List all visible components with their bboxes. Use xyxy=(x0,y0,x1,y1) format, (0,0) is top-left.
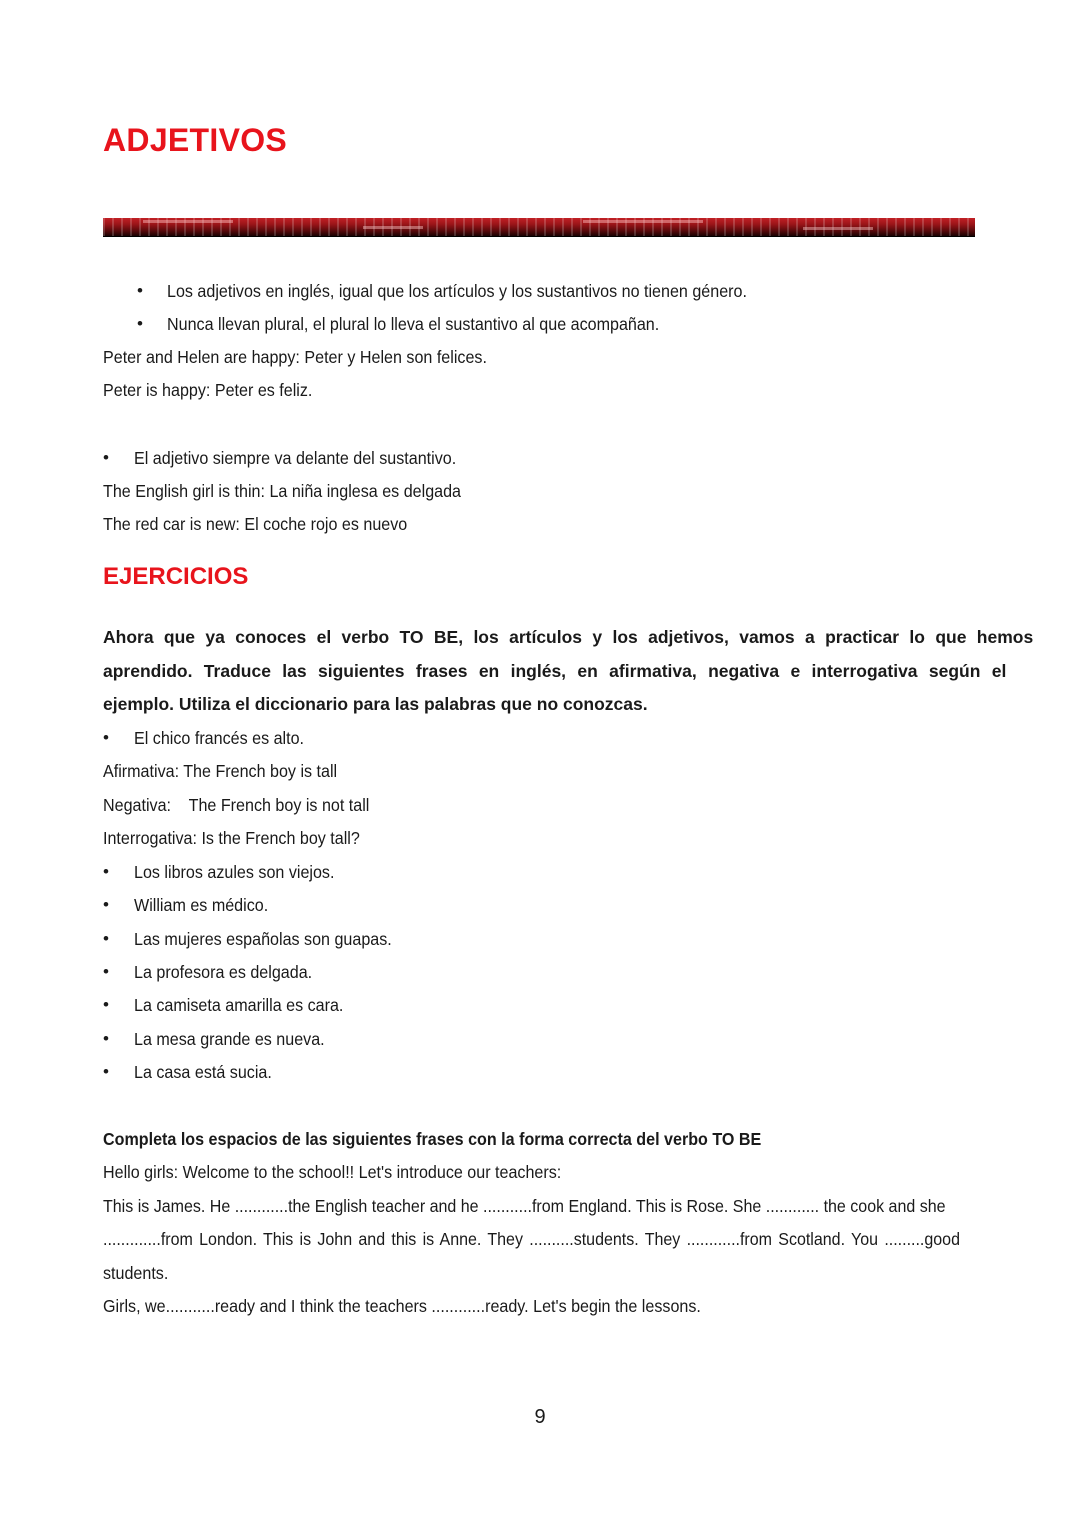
bullet-icon: • xyxy=(103,995,109,1014)
exercise-line: .............from London. This is John and this is Anne. They ..........students. They ............from Scotland. You .........good xyxy=(103,1229,960,1249)
list-item-text: El adjetivo siempre va delante del sustantivo. xyxy=(134,448,457,468)
list-item-text: Los adjetivos en inglés, igual que los artículos y los sustantivos no tienen género. xyxy=(167,281,747,301)
list-item-text: Los libros azules son viejos. xyxy=(134,862,335,882)
divider-texture xyxy=(583,220,703,223)
bullet-icon: • xyxy=(103,862,109,881)
page-number: 9 xyxy=(534,1406,546,1428)
bullet-icon: • xyxy=(103,728,109,747)
exercise-line: students. xyxy=(103,1263,169,1283)
divider-texture xyxy=(803,227,873,230)
bullet-icon: • xyxy=(137,314,143,333)
example-line: Peter and Helen are happy: Peter y Helen son felices. xyxy=(103,347,487,367)
example-negative: Negativa: The French boy is not tall xyxy=(103,795,370,815)
list-item-text: William es médico. xyxy=(134,895,269,915)
divider-texture xyxy=(143,220,233,223)
instruction-line: ejemplo. Utiliza el diccionario para las palabras que no conozcas. xyxy=(103,694,648,714)
exercise-line: This is James. He ............the English teacher and he ...........from England. This is Rose. She ............ the cook and she xyxy=(103,1196,946,1216)
red-divider-bar xyxy=(103,218,975,236)
example-interrogative: Interrogativa: Is the French boy tall? xyxy=(103,828,360,848)
instruction-line: Ahora que ya conoces el verbo TO BE, los artículos y los adjetivos, vamos a practicar lo que hemos xyxy=(103,627,1034,647)
list-item-text: La casa está sucia. xyxy=(134,1062,272,1082)
bullet-icon: • xyxy=(103,1062,109,1081)
instruction-line: aprendido. Traduce las siguientes frases en inglés, en afirmativa, negativa e interrogativa según el xyxy=(103,660,1007,681)
exercise-1-instructions xyxy=(103,621,1034,722)
list-item-text: Nunca llevan plural, el plural lo lleva el sustantivo al que acompañan. xyxy=(167,314,660,334)
page-title: ADJETIVOS xyxy=(103,122,288,158)
bullet-icon: • xyxy=(103,895,109,914)
exercise-2-instructions: Completa los espacios de las siguientes frases con la forma correcta del verbo TO BE xyxy=(103,1129,762,1149)
example-line: Peter is happy: Peter es feliz. xyxy=(103,380,313,400)
example-line: The English girl is thin: La niña inglesa es delgada xyxy=(103,481,462,501)
divider-texture xyxy=(363,226,423,229)
bullet-icon: • xyxy=(103,962,109,981)
bullet-icon: • xyxy=(103,1029,109,1048)
list-item-text: La mesa grande es nueva. xyxy=(134,1029,325,1049)
bullet-icon: • xyxy=(103,929,109,948)
bullet-icon: • xyxy=(137,281,143,300)
list-item-text: La profesora es delgada. xyxy=(134,962,313,982)
exercise-line: Hello girls: Welcome to the school!! Let's introduce our teachers: xyxy=(103,1162,562,1182)
example-affirmative: Afirmativa: The French boy is tall xyxy=(103,761,338,781)
section-title: EJERCICIOS xyxy=(103,563,249,590)
bullet-icon: • xyxy=(103,448,109,467)
list-item-text: La camiseta amarilla es cara. xyxy=(134,995,344,1015)
example-line: The red car is new: El coche rojo es nuevo xyxy=(103,514,408,534)
list-item-text: El chico francés es alto. xyxy=(134,728,305,748)
list-item-text: Las mujeres españolas son guapas. xyxy=(134,929,392,949)
exercise-line: Girls, we...........ready and I think the teachers ............ready. Let's begin the lessons. xyxy=(103,1296,701,1316)
